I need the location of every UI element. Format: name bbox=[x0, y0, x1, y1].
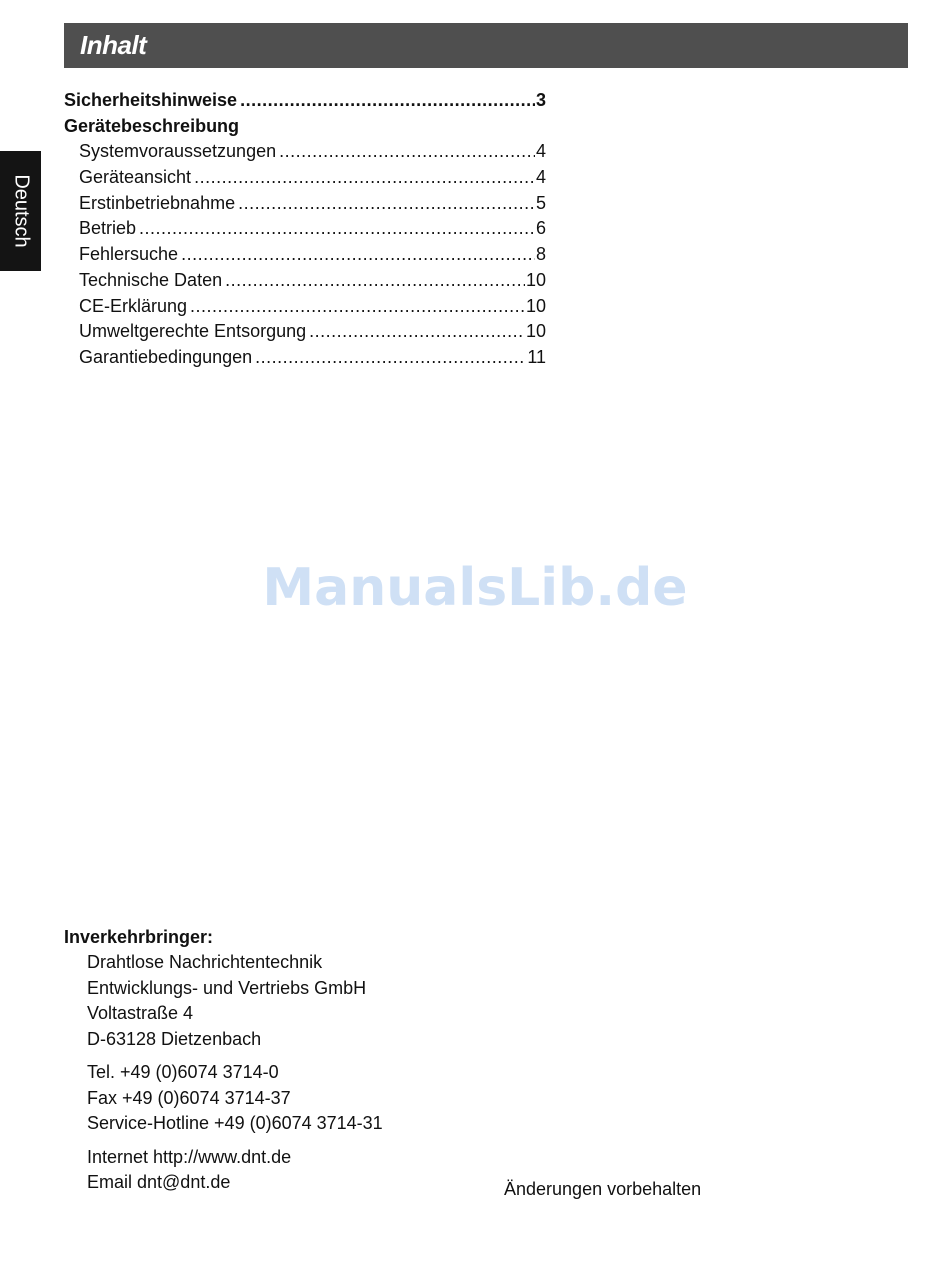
table-of-contents bbox=[64, 88, 546, 371]
hotline-line: Service-Hotline +49 (0)6074 3714-31 bbox=[87, 1113, 383, 1133]
toc-entry-betrieb[interactable] bbox=[64, 216, 546, 242]
company-name-line: Drahtlose Nachrichtentechnik bbox=[87, 952, 323, 972]
phone-line: Tel. +49 (0)6074 3714-0 bbox=[87, 1062, 279, 1082]
toc-entry-erstinbetriebnahme[interactable] bbox=[64, 191, 546, 217]
importer-block bbox=[64, 925, 383, 1196]
toc-entry-label: Betrieb bbox=[79, 218, 137, 239]
toc-entry-page: 10 bbox=[525, 269, 546, 290]
importer-address bbox=[64, 950, 383, 1196]
toc-entry-page: 10 bbox=[525, 321, 546, 342]
toc-leader-dots bbox=[181, 242, 535, 268]
language-tab-label: Deutsch bbox=[10, 174, 32, 248]
toc-entry-systemvoraussetzungen[interactable] bbox=[64, 139, 546, 165]
language-tab bbox=[0, 151, 41, 271]
toc-entry-fehlersuche[interactable] bbox=[64, 242, 546, 268]
toc-entry-sicherheitshinweise[interactable] bbox=[64, 88, 546, 114]
toc-leader-dots bbox=[279, 139, 535, 165]
email-line[interactable]: Email dnt@dnt.de bbox=[87, 1172, 231, 1192]
toc-section-label: Gerätebeschreibung bbox=[64, 115, 240, 136]
header-bar bbox=[64, 23, 908, 68]
toc-leader-dots bbox=[309, 319, 525, 345]
toc-leader-dots bbox=[139, 216, 535, 242]
fax-line: Fax +49 (0)6074 3714-37 bbox=[87, 1087, 291, 1108]
toc-entry-label: Fehlersuche bbox=[79, 244, 179, 265]
toc-leader-dots bbox=[190, 294, 525, 320]
company-name-line: Entwicklungs- und Vertriebs GmbH bbox=[87, 977, 367, 998]
changes-reserved-note: Änderungen vorbehalten bbox=[504, 1179, 702, 1199]
city-line: D-63128 Dietzenbach bbox=[87, 1028, 262, 1049]
toc-entry-label: Technische Daten bbox=[79, 269, 223, 290]
street-line: Voltastraße 4 bbox=[87, 1003, 194, 1023]
toc-leader-dots bbox=[255, 345, 526, 371]
toc-entry-technische-daten[interactable] bbox=[64, 268, 546, 294]
toc-entry-label: Garantiebedingungen bbox=[79, 346, 253, 367]
toc-entry-label: CE-Erklärung bbox=[79, 295, 188, 316]
toc-entry-label: Umweltgerechte Entsorgung bbox=[79, 321, 307, 342]
toc-entry-page: 8 bbox=[535, 244, 546, 265]
toc-entry-label: Sicherheitshinweise bbox=[64, 90, 238, 110]
watermark: ManualsLib.de bbox=[262, 558, 688, 618]
toc-entry-page: 3 bbox=[535, 90, 546, 110]
toc-entry-geraeteansicht[interactable] bbox=[64, 165, 546, 191]
toc-leader-dots bbox=[194, 165, 535, 191]
toc-entry-garantiebedingungen[interactable] bbox=[64, 345, 546, 371]
website-line[interactable]: Internet http://www.dnt.de bbox=[87, 1146, 292, 1167]
toc-entry-page: 10 bbox=[525, 295, 546, 316]
toc-leader-dots bbox=[225, 268, 525, 294]
toc-entry-page: 11 bbox=[527, 346, 546, 367]
toc-entry-page: 5 bbox=[535, 192, 546, 213]
importer-heading: Inverkehrbringer: bbox=[64, 927, 214, 947]
toc-leader-dots bbox=[240, 88, 535, 114]
toc-leader-dots bbox=[238, 191, 535, 217]
toc-entry-umweltgerechte-entsorgung[interactable] bbox=[64, 319, 546, 345]
toc-entry-label: Geräteansicht bbox=[79, 167, 192, 188]
toc-entry-page: 4 bbox=[535, 167, 546, 188]
toc-entry-label: Systemvoraussetzungen bbox=[79, 141, 277, 162]
page-title: Inhalt bbox=[80, 30, 147, 60]
toc-entry-page: 4 bbox=[535, 141, 546, 162]
toc-entry-label: Erstinbetriebnahme bbox=[79, 192, 236, 213]
toc-section-geraetebeschreibung bbox=[64, 114, 546, 140]
toc-entry-page: 6 bbox=[535, 218, 546, 239]
toc-entry-ce-erklaerung[interactable] bbox=[64, 294, 546, 320]
